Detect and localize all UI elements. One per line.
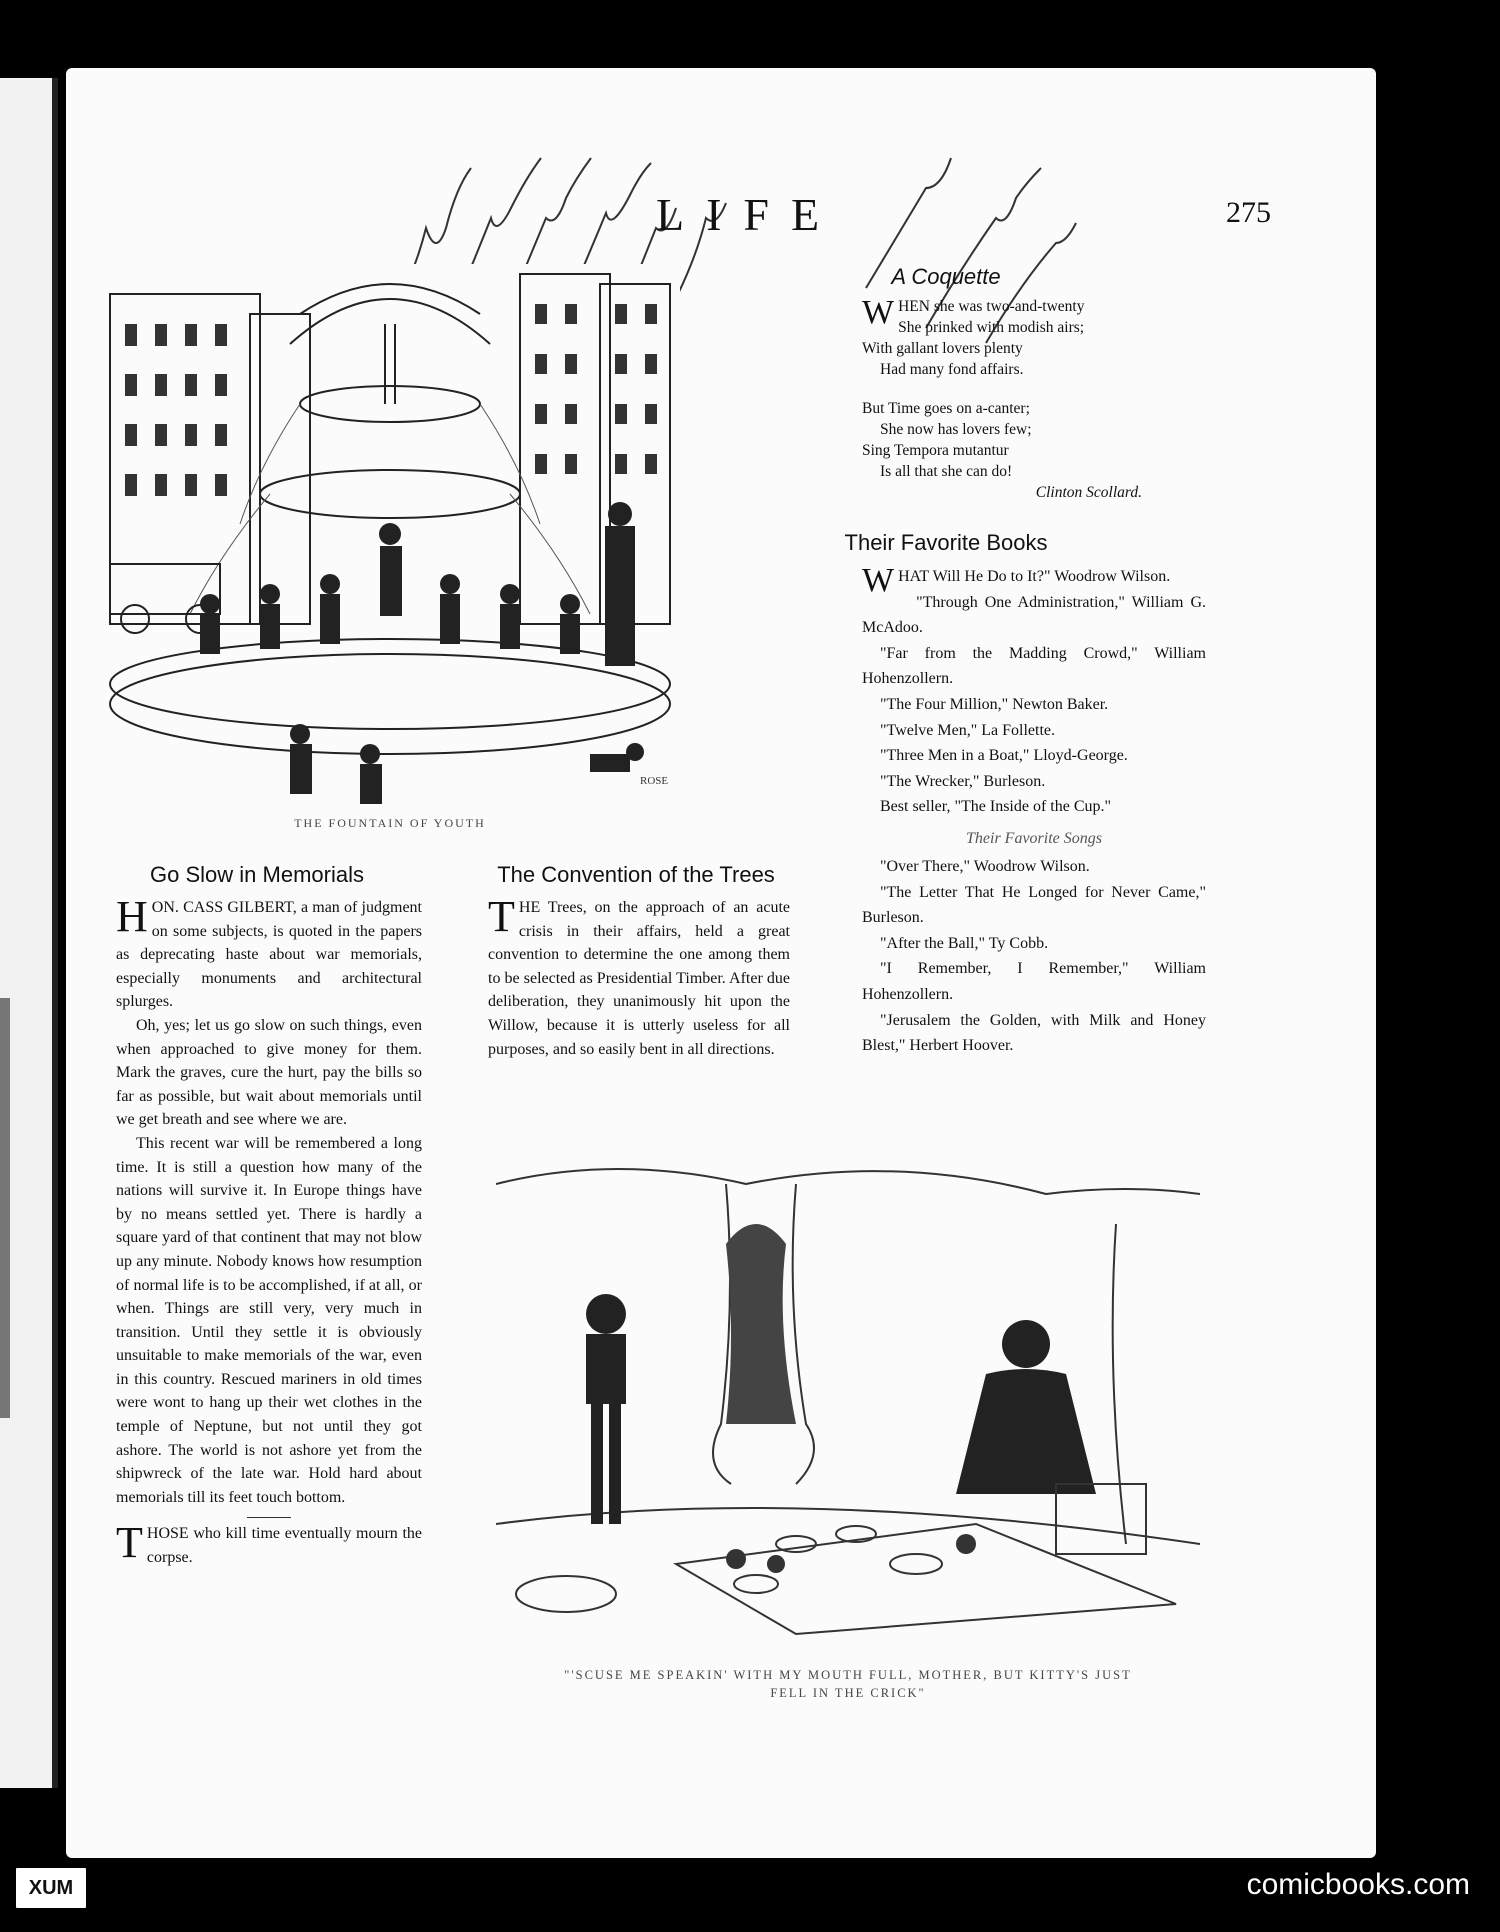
go-slow-paragraph-3: This recent war will be remembered a long time. It is still a question how many of the nations will survive it. In Europe things have by no means settled yet. There is hardly a square yard of that continent that may not blow up any minute. Nobody knows how resumption of normal life is to be accomplished, if at all, or when. Things are still very, very much in transition. Until they settle it is obviously unsuitable to make memorials of the war, even in this country. Rescued mariners in old times were wont to hang up their wet clothes in the temple of Neptune, but not until they got ashore. The world is not ashore yet from the shipwreck of the late war. Hold hard about memorials till its feet touch bottom. <box>116 1134 422 1506</box>
poem-line: She prinked with modish airs; <box>898 319 1085 336</box>
favorite-books-list <box>862 564 1206 1059</box>
quip-text: HOSE who kill time eventually mourn the corpse. <box>146 1525 422 1567</box>
poem-line: Sing Tempora mutantur <box>862 442 1009 459</box>
poem-line: With gallant lovers plenty <box>862 340 1023 357</box>
convention-title: The Convention of the Trees <box>497 862 775 887</box>
dropcap-t-quip: T <box>116 1518 143 1568</box>
archive-badge: XUM <box>14 1866 88 1910</box>
song-item: "Over There," Woodrow Wilson. <box>880 857 1090 875</box>
book-item: "Twelve Men," La Follette. <box>880 721 1056 739</box>
book-item: "Through One Administration," William G. McAdoo. <box>862 593 1206 637</box>
quip <box>116 1518 422 1569</box>
dropcap-w: W <box>862 294 895 331</box>
go-slow-paragraph-1: ON. CASS GILBERT, a man of judgment on some subjects, is quoted in the papers as deprecating haste about war memorials, especially monuments and architectural splurges. <box>116 899 422 1011</box>
poem-line: She now has lovers few; <box>880 421 1032 438</box>
magazine-page <box>66 68 1376 1858</box>
fountain-caption: THE FOUNTAIN OF YOUTH <box>294 816 486 830</box>
song-item: "After the Ball," Ty Cobb. <box>880 934 1049 952</box>
site-watermark: comicbooks.com <box>1246 1868 1470 1901</box>
song-item: "The Letter That He Longed for Never Came," Burleson. <box>862 883 1206 927</box>
coquette-title: A Coquette <box>891 264 1001 289</box>
facing-page-edge <box>0 78 58 1788</box>
go-slow-paragraph-2: Oh, yes; let us go slow on such things, even when approached to give money for them. Mark the graves, cure the hurt, pay the bills so far as possible, but wait about memorials until we get breath and see where we are. <box>116 1016 422 1129</box>
song-item: "I Remember, I Remember," William Hohenzollern. <box>862 960 1206 1003</box>
svg-text:ROSE: ROSE <box>640 775 669 787</box>
go-slow-title: Go Slow in Memorials <box>150 862 364 887</box>
picnic-caption-line-2: FELL IN THE CRICK" <box>770 1686 926 1700</box>
convention-article <box>488 892 790 1061</box>
book-item: "The Four Million," Newton Baker. <box>880 695 1109 713</box>
convention-text: HE Trees, on the approach of an acute crisis in their affairs, held a great convention to determine the one among them to be selected as Presidential Timber. After due deliberation, they unanimously hit upon the Willow, because it is utterly useless for all purposes, and so easily bent in all directions. <box>488 899 790 1058</box>
poem-line: HEN she was two-and-twenty <box>898 298 1085 315</box>
favorite-songs-heading: Their Favorite Songs <box>966 829 1102 847</box>
book-item: HAT Will He Do to It?" Woodrow Wilson. <box>898 568 1171 585</box>
book-item: "Far from the Madding Crowd," William Hohenzollern. <box>862 644 1206 688</box>
dropcap-t: T <box>488 892 515 941</box>
dropcap-h: H <box>116 892 148 941</box>
go-slow-article <box>116 892 422 1570</box>
book-item: Best seller, "The Inside of the Cup." <box>880 798 1112 816</box>
masthead: LIFE <box>656 189 842 240</box>
fountain-of-youth-illustration <box>100 264 680 844</box>
poem-author: Clinton Scollard. <box>1035 484 1142 501</box>
page-number: 275 <box>1226 196 1271 229</box>
picnic-caption-line-1: "'SCUSE ME SPEAKIN' WITH MY MOUTH FULL, MOTHER, BUT KITTY'S JUST <box>564 1668 1132 1682</box>
book-item: "Three Men in a Boat," Lloyd-George. <box>880 747 1128 765</box>
picnic-caption <box>496 1666 1200 1702</box>
song-item: "Jerusalem the Golden, with Milk and Honey Blest," Herbert Hoover. <box>862 1011 1206 1055</box>
poem-line: Had many fond affairs. <box>880 361 1024 378</box>
favorite-books-title: Their Favorite Books <box>844 530 1048 555</box>
poem-line: But Time goes on a-canter; <box>862 400 1030 417</box>
divider <box>247 1517 291 1518</box>
picnic-illustration <box>496 1164 1200 1652</box>
poem-line: Is all that she can do! <box>880 463 1013 480</box>
coquette-poem <box>862 296 1152 503</box>
book-item: "The Wrecker," Burleson. <box>880 772 1046 790</box>
dropcap-w-books: W <box>862 562 895 599</box>
